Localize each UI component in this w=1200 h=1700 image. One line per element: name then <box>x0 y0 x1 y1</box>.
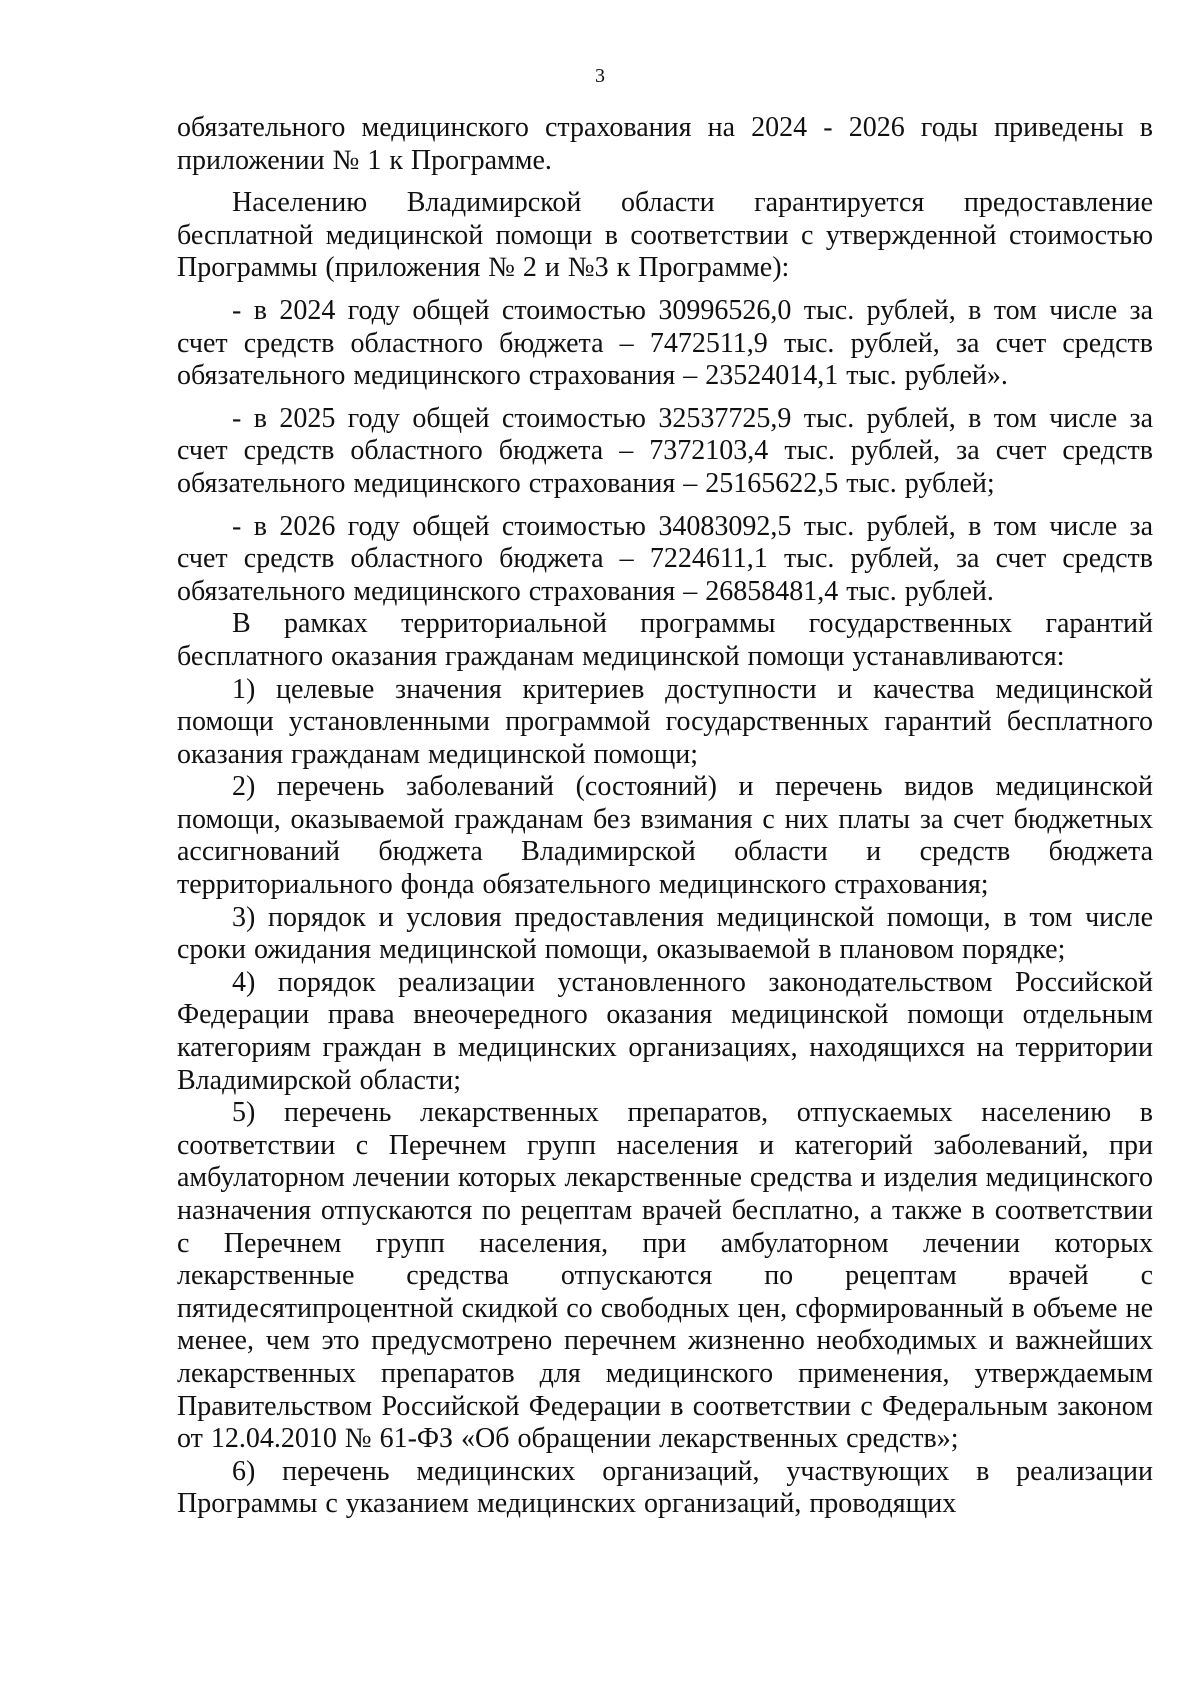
page-number: 3 <box>595 65 605 87</box>
list-item-4: 4) порядок реализации установленного законодательством Российской Федерации права внеочередного оказания медицинской помощи отдельным категориям граждан в медицинских организациях, находящихся на территории Владимирской области; <box>177 966 1153 1096</box>
list-item-5: 5) перечень лекарственных препаратов, отпускаемых населению в соответствии с Перечнем групп населения и категорий заболеваний, при амбулаторном лечении которых лекарственные средства и изделия медицинского назначения отпускаются по рецептам врачей бесплатно, а также в соответствии с Перечнем групп населения, при амбулаторном лечении которых лекарственные средства отпускаются по рецептам врачей с пятидесятипроцентной скидкой со свободных цен, сформированный в объеме не менее, чем это предусмотрено перечнем жизненно необходимых и важнейших лекарственных препаратов для медицинского применения, утверждаемым Правительством Российской Федерации в соответствии с Федеральным законом от 12.04.2010 № 61-ФЗ «Об обращении лекарственных средств»; <box>177 1097 1153 1455</box>
paragraph-guarantee: Населению Владимирской области гарантируется предоставление бесплатной медицинской помощи в соответствии с утвержденной стоимостью Программы (приложения № 2 и №3 к Программе): <box>177 187 1153 284</box>
list-item-2: 2) перечень заболеваний (состояний) и перечень видов медицинской помощи, оказываемой гражданам без взимания с них платы за счет бюджетных ассигнований бюджета Владимирской области и средств бюджета территориального фонда обязательного медицинского страхования; <box>177 771 1153 901</box>
paragraph-program-scope: В рамках территориальной программы государственных гарантий бесплатного оказания гражданам медицинской помощи устанавливаются: <box>177 608 1153 672</box>
paragraph-cost-2026: - в 2026 году общей стоимостью 34083092,5 тыс. рублей, в том числе за счет средств областного бюджета – 7224611,1 тыс. рублей, за счет средств обязательного медицинского страхования – 26858481,4 тыс. рублей. <box>177 510 1153 607</box>
paragraph-cost-2024: - в 2024 году общей стоимостью 30996526,0 тыс. рублей, в том числе за счет средств областного бюджета – 7472511,9 тыс. рублей, за счет средств обязательного медицинского страхования – 23524014,1 тыс. рублей». <box>177 294 1153 392</box>
list-item-1: 1) целевые значения критериев доступности и качества медицинской помощи установленными программой государственных гарантий бесплатного оказания гражданам медицинской помощи; <box>177 673 1153 770</box>
paragraph-intro-continuation: обязательного медицинского страхования на 2024 - 2026 годы приведены в приложении № 1 к Программе. <box>177 112 1153 176</box>
list-item-6: 6) перечень медицинских организаций, участвующих в реализации Программы с указанием медицинских организаций, проводящих <box>177 1455 1153 1520</box>
document-body <box>177 112 1153 1521</box>
list-item-3: 3) порядок и условия предоставления медицинской помощи, в том числе сроки ожидания медицинской помощи, оказываемой в плановом порядке; <box>177 901 1153 966</box>
paragraph-cost-2025: - в 2025 году общей стоимостью 32537725,9 тыс. рублей, в том числе за счет средств областного бюджета – 7372103,4 тыс. рублей, за счет средств обязательного медицинского страхования – 25165622,5 тыс. рублей; <box>177 402 1153 499</box>
